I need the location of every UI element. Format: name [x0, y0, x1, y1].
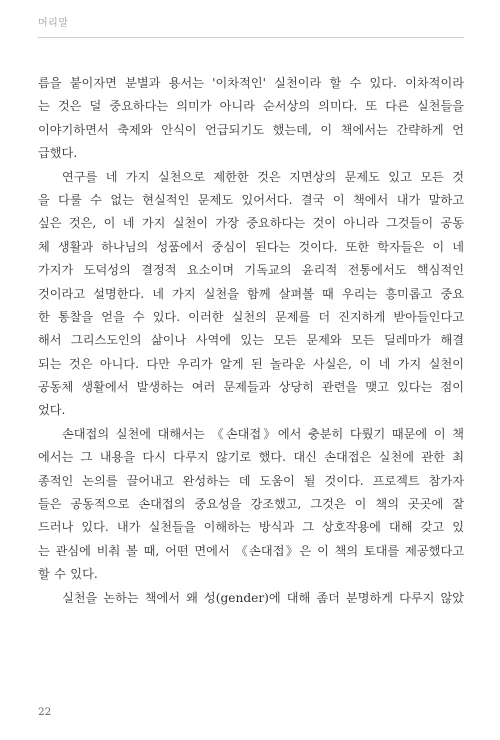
page-number: 22: [38, 706, 52, 718]
text-line: 연구를 네 가지 실천으로 제한한 것은 지면상의 문제도 있고 모든 것: [62, 169, 464, 184]
text-line: 이야기하면서 축제와 안식이 언급되기도 했는데, 이 책에서는 간략하게 언: [38, 122, 464, 137]
text-line: 는 관심에 비춰 볼 때, 어떤 면에서 《손대접》은 이 책의 토대를 제공했다고: [38, 543, 464, 558]
text-line: 손대접의 실천에 대해서는 《손대접》에서 충분히 다뤘기 때문에 이 책: [62, 426, 464, 441]
text-line: 할 수 있다.: [38, 567, 98, 582]
text-line: 싶은 것은, 이 네 가지 실천이 가장 중요하다는 것이 아니라 그것들이 공동: [38, 216, 464, 231]
running-header-title: 머리말: [38, 18, 69, 29]
text-line: 급했다.: [38, 146, 78, 161]
text-line: 에서는 그 내용을 다시 다루지 않기로 했다. 대신 손대접은 실천에 관한 최: [38, 450, 464, 465]
text-line: 름을 붙이자면 분별과 용서는 '이차적인' 실천이라 할 수 있다. 이차적이라: [38, 76, 464, 90]
text-line: 을 다룰 수 없는 현실적인 문제도 있어서다. 결국 이 책에서 내가 말하고: [38, 192, 464, 207]
text-line: 었다.: [38, 403, 66, 418]
text-line: 체 생활과 하나님의 성품에서 중심이 된다는 것이다. 또한 학자들은 이 네: [38, 239, 464, 254]
text-line: 것이라고 설명한다. 네 가지 실천을 함께 살펴볼 때 우리는 흥미롭고 중요: [38, 286, 464, 301]
body-text: [38, 72, 464, 610]
header-divider: [38, 37, 464, 38]
text-line: 가지가 도덕성의 결정적 요소이며 기독교의 윤리적 전통에서도 핵심적인: [38, 263, 464, 278]
text-line: 공동체 생활에서 발생하는 여러 문제들과 상당히 관련을 맺고 있다는 점이: [38, 380, 464, 395]
text-line: 드러나 있다. 내가 실천들을 이해하는 방식과 그 상호작용에 대해 갖고 있: [38, 520, 464, 535]
text-line: 한 통찰을 얻을 수 있다. 이러한 실천의 문제를 더 진지하게 받아들인다고: [38, 309, 464, 324]
text-line: 실천을 논하는 책에서 왜 성(gender)에 대해 좀더 분명하게 다루지 않았: [62, 590, 464, 605]
text-line: 종적인 논의를 끌어내고 완성하는 데 도움이 될 것이다. 프로젝트 참가자: [38, 473, 464, 488]
text-line: 해서 그리스도인의 삶이나 사역에 있는 모든 문제와 모든 딜레마가 해결: [38, 333, 464, 348]
text-line: 들은 공동적으로 손대접의 중요성을 강조했고, 그것은 이 책의 곳곳에 잘: [38, 497, 464, 512]
text-line: 는 것은 덜 중요하다는 의미가 아니라 순서상의 의미다. 또 다른 실천들을: [38, 99, 464, 114]
text-line: 되는 것은 아니다. 다만 우리가 알게 된 놀라운 사실은, 이 네 가지 실천이: [38, 356, 464, 371]
